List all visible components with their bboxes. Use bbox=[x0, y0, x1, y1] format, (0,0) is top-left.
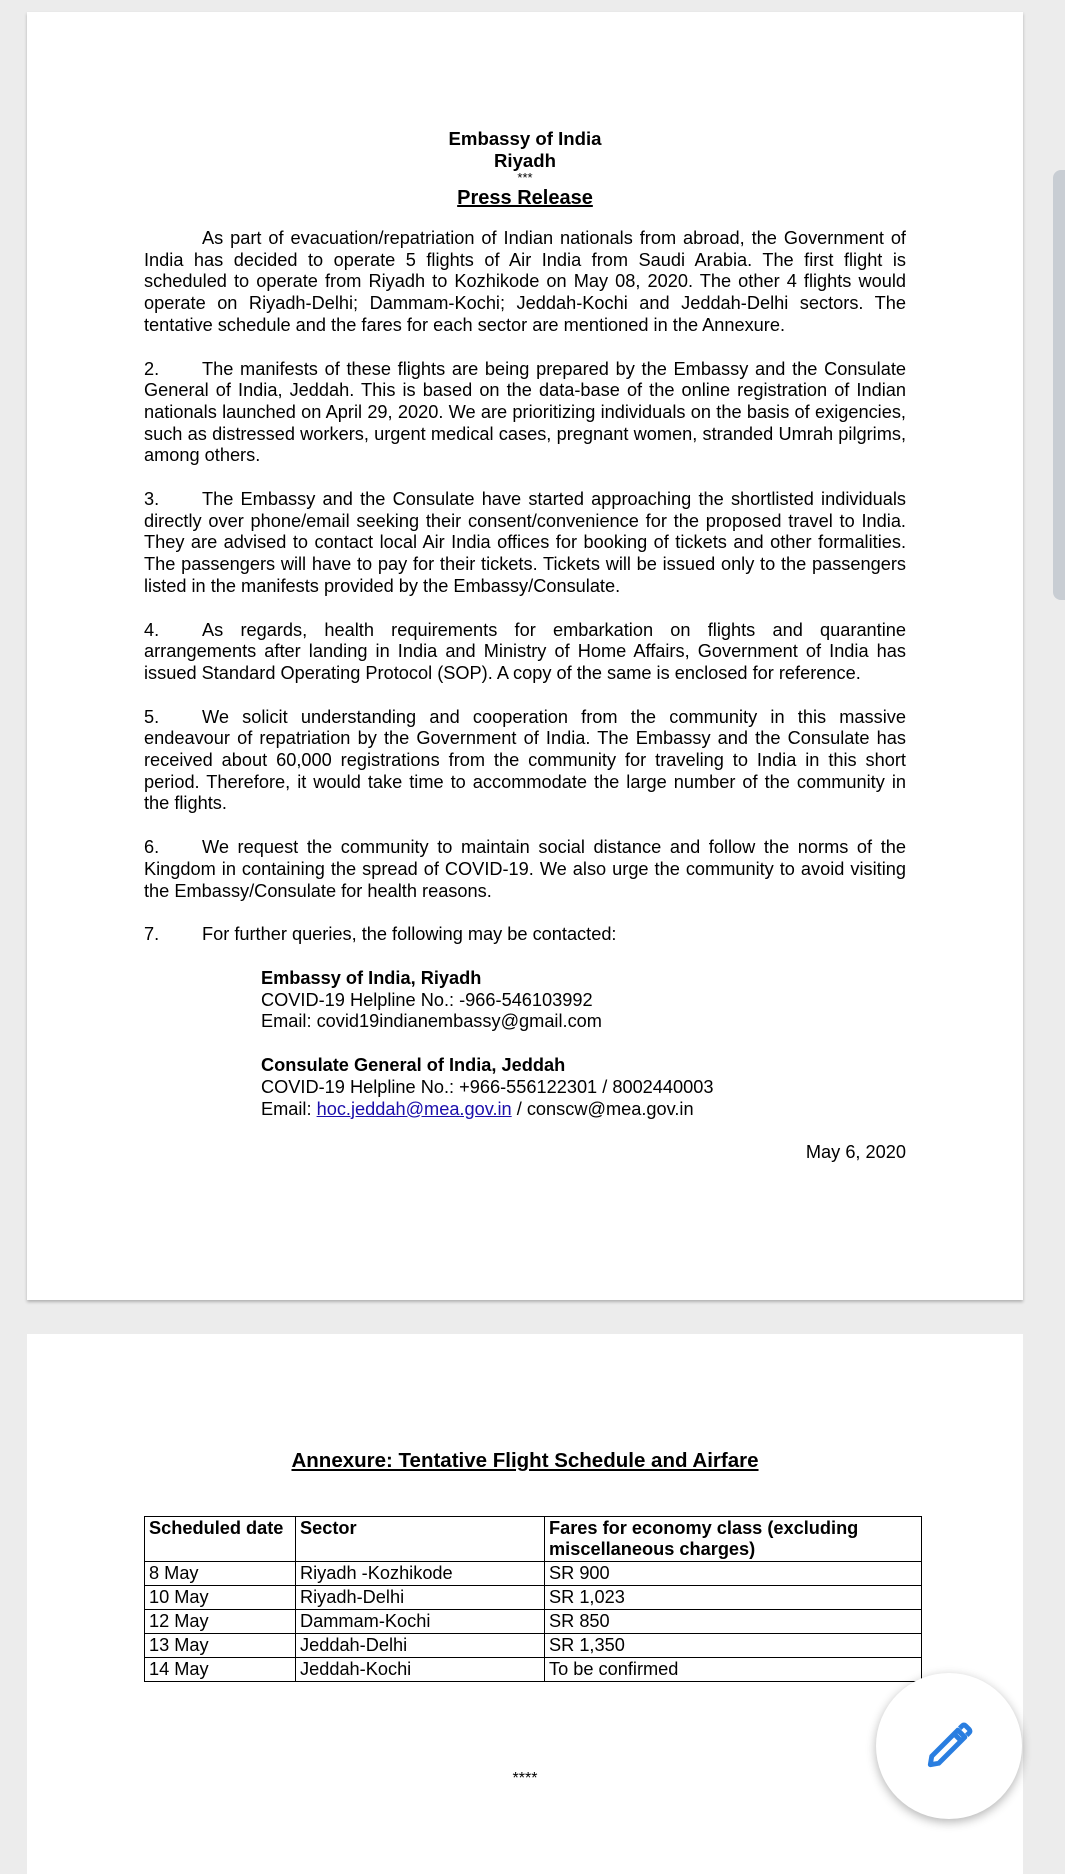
cell-sector: Riyadh-Delhi bbox=[296, 1586, 545, 1610]
cell-sector: Jeddah-Kochi bbox=[296, 1658, 545, 1682]
cell-sector: Jeddah-Delhi bbox=[296, 1634, 545, 1658]
press-release-body bbox=[144, 128, 906, 1164]
header-stars: *** bbox=[517, 170, 533, 185]
embassy-contact bbox=[261, 968, 906, 1033]
consulate-email-link[interactable]: hoc.jeddah@mea.gov.in bbox=[316, 1098, 512, 1119]
annexure-title: Annexure: Tentative Flight Schedule and Airfare bbox=[291, 1449, 759, 1472]
embassy-name: Embassy of India bbox=[448, 128, 602, 149]
embassy-city: Riyadh bbox=[494, 150, 556, 171]
table-row bbox=[145, 1658, 922, 1682]
cell-fare: SR 850 bbox=[545, 1610, 922, 1634]
scrollbar-thumb[interactable] bbox=[1053, 170, 1065, 600]
cell-sector: Riyadh -Kozhikode bbox=[296, 1562, 545, 1586]
paragraph-7: 7. For further queries, the following may be contacted: bbox=[144, 924, 617, 945]
paragraph-6: 6. We request the community to maintain social distance and follow the norms of the Kingdom in containing the spread of COVID-19. We also urge the community to avoid visiting the Embassy/Consulate for health reasons. bbox=[144, 837, 906, 901]
consulate-contact bbox=[261, 1055, 906, 1120]
cell-fare: SR 900 bbox=[545, 1562, 922, 1586]
table-row bbox=[145, 1586, 922, 1610]
paragraph-4: 4. As regards, health requirements for embarkation on flights and quarantine arrangements after landing in India and Ministry of Home Affairs, Government of India has issued Standard Operating Protocol (SOP). A copy of the same is enclosed for reference. bbox=[144, 619, 906, 683]
embassy-email: Email: covid19indianembassy@gmail.com bbox=[261, 1011, 602, 1032]
document-page-2 bbox=[27, 1334, 1023, 1874]
release-date: May 6, 2020 bbox=[805, 1142, 906, 1163]
paragraph-5: 5. We solicit understanding and cooperation from the community in this massive endeavour of repatriation by the Government of India. The Embassy and the Consulate has received about 60,000 registrations from the community for traveling to India in this short period. Therefore, it would take time to accommodate the large number of the community in the flights. bbox=[144, 706, 906, 814]
column-header-date: Scheduled date bbox=[145, 1517, 296, 1562]
cell-fare: To be confirmed bbox=[545, 1658, 922, 1682]
consulate-email: Email: hoc.jeddah@mea.gov.in / conscw@mea.gov.in bbox=[261, 1098, 694, 1119]
cell-fare: SR 1,023 bbox=[545, 1586, 922, 1610]
flight-schedule-table bbox=[144, 1516, 922, 1682]
embassy-contact-name: Embassy of India, Riyadh bbox=[261, 967, 482, 988]
annexure-end-mark: **** bbox=[512, 1770, 538, 1787]
paragraph-3: 3. The Embassy and the Consulate have started approaching the shortlisted individuals directly over phone/email seeking their consent/convenience for the proposed travel to India. They are advised to contact local Air India offices for booking of tickets and other formalities. The passengers will have to pay for their tickets. Tickets will be issued only to the passengers listed in the manifests provided by the Embassy/Consulate. bbox=[144, 489, 906, 596]
cell-date: 14 May bbox=[145, 1658, 296, 1682]
table-row bbox=[145, 1562, 922, 1586]
table-row bbox=[145, 1610, 922, 1634]
page-title: Press Release bbox=[457, 187, 593, 209]
edit-button[interactable] bbox=[876, 1673, 1022, 1819]
column-header-sector: Sector bbox=[296, 1517, 545, 1562]
pencil-icon bbox=[921, 1718, 977, 1774]
paragraph-1: As part of evacuation/repatriation of Indian nationals from abroad, the Government of India has decided to operate 5 flights of Air India from Saudi Arabia. The first flight is scheduled to operate from Riyadh to Kozhikode on May 08, 2020. The other 4 flights would operate on Riyadh-Delhi; Dammam-Kochi; Jeddah-Kochi and Jeddah-Delhi sectors. The tentative schedule and the fares for each sector are mentioned in the Annexure. bbox=[144, 228, 906, 335]
cell-date: 8 May bbox=[145, 1562, 296, 1586]
cell-fare: SR 1,350 bbox=[545, 1634, 922, 1658]
document-page-1 bbox=[27, 12, 1023, 1300]
cell-sector: Dammam-Kochi bbox=[296, 1610, 545, 1634]
consulate-contact-name: Consulate General of India, Jeddah bbox=[261, 1055, 566, 1076]
cell-date: 13 May bbox=[145, 1634, 296, 1658]
consulate-helpline: COVID-19 Helpline No.: +966-556122301 / 8002440003 bbox=[261, 1076, 714, 1097]
table-header-row bbox=[145, 1517, 922, 1562]
cell-date: 12 May bbox=[145, 1610, 296, 1634]
embassy-helpline: COVID-19 Helpline No.: -966-546103992 bbox=[261, 989, 593, 1010]
table-row bbox=[145, 1634, 922, 1658]
cell-date: 10 May bbox=[145, 1586, 296, 1610]
column-header-fare: Fares for economy class (excluding miscellaneous charges) bbox=[545, 1517, 922, 1562]
paragraph-2: 2. The manifests of these flights are being prepared by the Embassy and the Consulate General of India, Jeddah. This is based on the data-base of the online registration of Indian nationals launched on April 29, 2020. We are prioritizing individuals on the basis of exigencies, such as distressed workers, urgent medical cases, pregnant women, stranded Umrah pilgrims, among others. bbox=[144, 358, 906, 466]
